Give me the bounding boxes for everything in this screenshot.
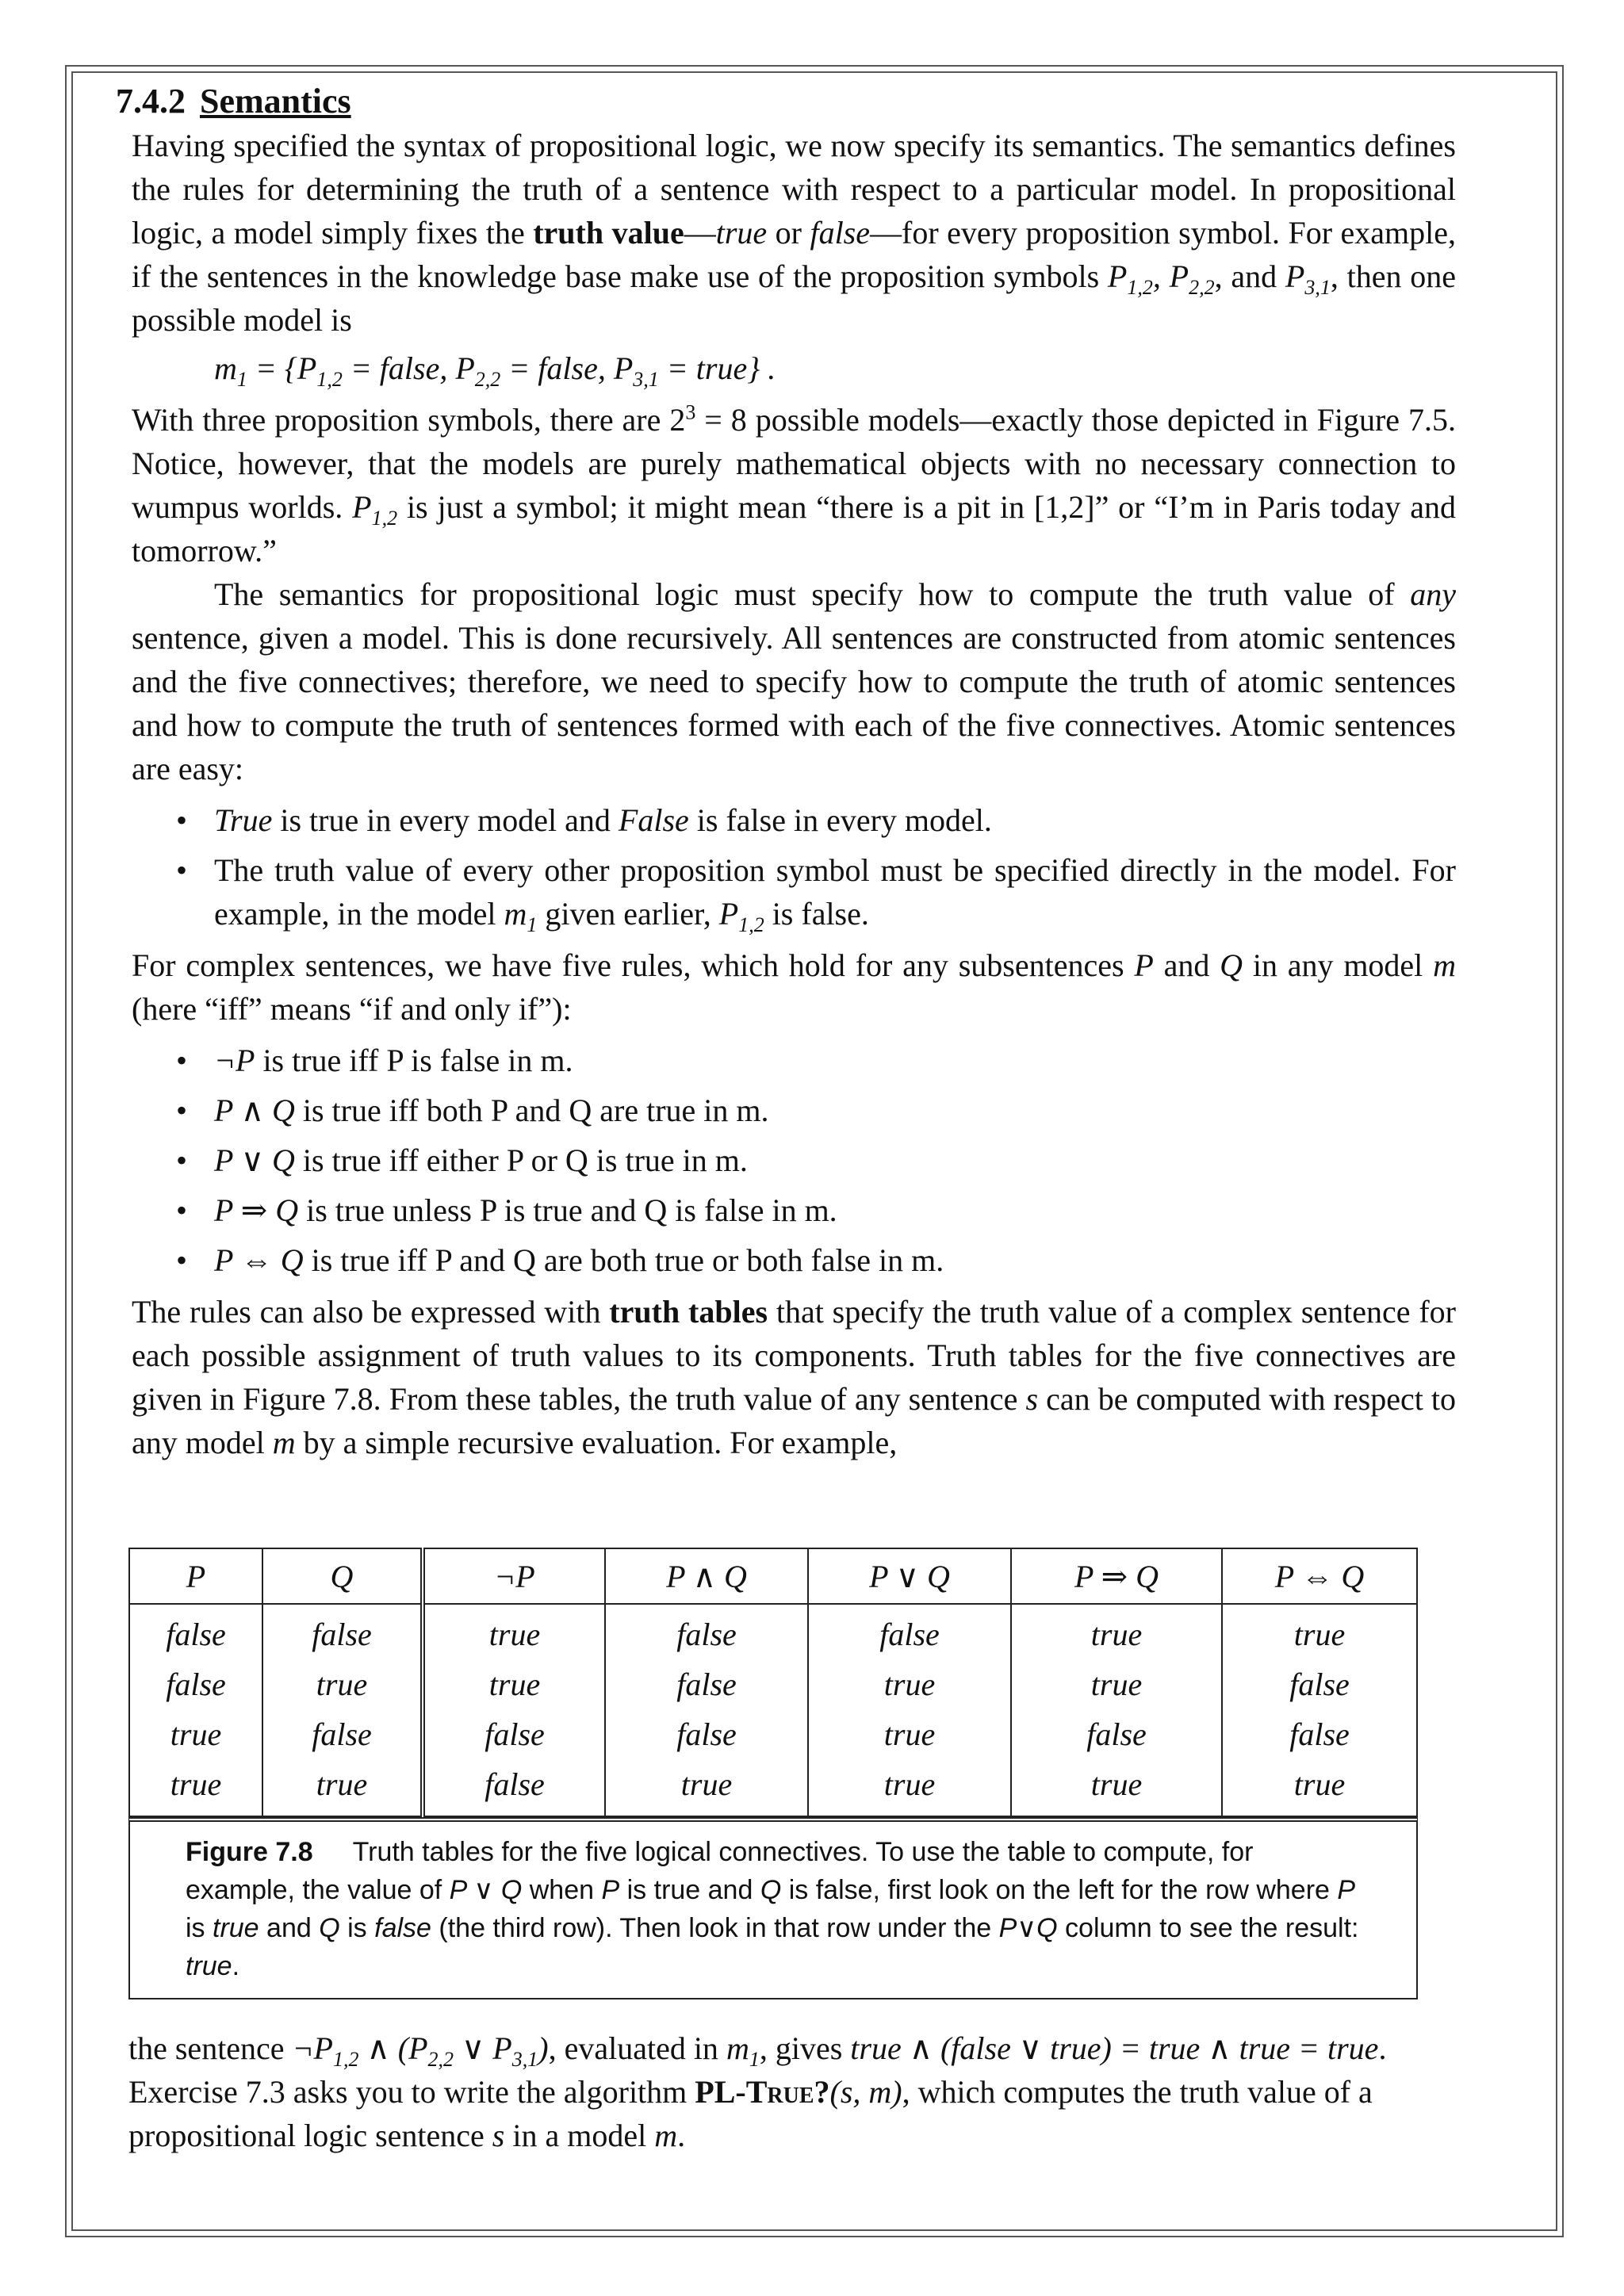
text: , gives <box>759 2030 851 2066</box>
math-true: true <box>186 1951 232 1981</box>
table-cell: true <box>262 1659 423 1709</box>
text: is <box>339 1913 375 1943</box>
section-title: Semantics <box>200 82 351 121</box>
term-truth-tables: truth tables <box>609 1294 768 1330</box>
figure-7-8 <box>128 1548 1418 1999</box>
list-item <box>214 1039 1456 1082</box>
math-expression: P ∨ Q <box>449 1875 523 1905</box>
table-cell: false <box>605 1709 808 1759</box>
column-header: P ⇒ Q <box>1011 1548 1222 1604</box>
display-equation: $m_1 = \{P_{1,2}$ = false, $P_{2,2}$ = false, $P_{3,1}$ = true} . <box>214 350 776 391</box>
math-symbol: s <box>492 2118 505 2153</box>
section-number: 7.4.2 <box>116 82 186 121</box>
text: (here “iff” means “if and only if”): <box>132 991 572 1027</box>
rule-text: is true iff P is false in m. <box>255 1043 573 1078</box>
math-symbol: m <box>1433 947 1456 983</box>
text: , which computes the truth value of a propositional logic sentence <box>128 2074 1373 2153</box>
text: (the third row). Then look in that row under the <box>431 1913 999 1943</box>
math-true: true <box>715 215 768 251</box>
table-cell: true <box>1011 1604 1222 1659</box>
rule-text: is true iff both P and Q are true in m. <box>294 1093 769 1128</box>
list-item <box>214 1138 1456 1182</box>
math-symbol: Q <box>760 1875 782 1905</box>
math-symbol: P <box>1337 1875 1356 1905</box>
rule-expression: P ⇒ Q <box>214 1192 299 1228</box>
math-symbol: Q <box>319 1913 340 1943</box>
text: and <box>1153 947 1220 983</box>
text: Truth tables for the five logical connectives. To use the table to compute, for example, the value of <box>186 1837 1254 1905</box>
text: and <box>259 1913 320 1943</box>
math-symbol: P <box>1134 947 1154 983</box>
list-item <box>214 1089 1456 1132</box>
rule-text: is true iff P and Q are both true or both false in m. <box>303 1242 944 1278</box>
text: For complex sentences, we have five rules, which hold for any subsentences <box>132 947 1135 983</box>
list-item <box>214 848 1456 936</box>
math-false: False <box>618 802 689 838</box>
rule-expression: P ∧ Q <box>214 1093 295 1128</box>
column-header: Q <box>262 1548 423 1604</box>
text: , then one possible model is <box>132 258 1456 338</box>
column-header: ¬P <box>423 1548 605 1604</box>
text: , evaluated in <box>548 2030 726 2066</box>
text: is false. <box>764 896 869 932</box>
math-false: false <box>810 215 870 251</box>
text: —for every proposition symbol. For example, if the sentences in the knowledge base make use of the proposition symbols <box>132 215 1457 294</box>
math-expression: P∨Q <box>998 1913 1058 1943</box>
list-item <box>214 1188 1456 1232</box>
math-symbol: s <box>1025 1381 1039 1417</box>
list-item <box>214 798 1456 842</box>
math-symbol: $P_{1,2}$ <box>352 489 398 530</box>
paragraph-example <box>128 2026 1437 2157</box>
text: , and <box>1214 258 1285 294</box>
math-expression: (s, m) <box>829 2074 902 2110</box>
text: when <box>522 1875 602 1905</box>
paragraph-intro <box>132 124 1456 342</box>
table-cell: false <box>1011 1709 1222 1759</box>
text: possible models—exactly those depicted in Figure 7.5. Notice, however, that the models are purely mathematical objects with no necessary connection to wumpus worlds. <box>132 402 1456 525</box>
table-row <box>129 1759 1417 1816</box>
math-true: True <box>214 802 273 838</box>
figure-label: Figure 7.8 <box>186 1837 313 1867</box>
column-header: P <box>129 1548 262 1604</box>
math-symbol: m <box>654 2118 678 2153</box>
text: is false, first look on the left for the row where <box>781 1875 1338 1905</box>
table-row <box>129 1604 1417 1659</box>
math-expression: true ∧ (false ∨ true) = true ∧ true = true <box>850 2030 1379 2066</box>
table-cell: true <box>1222 1604 1417 1659</box>
term-truth-value: truth value <box>533 215 684 251</box>
table-cell: true <box>423 1604 605 1659</box>
text: that specify the truth value of a complex sentence for each possible assignment of truth values to its components. Truth tables for the five connectives are given in Figure 7.8. From these tables, the truth value of any sentence <box>132 1294 1456 1417</box>
text: the sentence <box>128 2030 293 2066</box>
table-cell: true <box>1222 1759 1417 1816</box>
table-cell: true <box>170 1766 222 1802</box>
truth-table <box>128 1548 1418 1817</box>
text: given earlier, <box>537 896 719 932</box>
rule-text: is true iff either P or Q is true in m. <box>294 1142 748 1178</box>
text: is just a symbol; it might mean “there is a pit in [1,2]” or “I’m in Paris today and tomorrow.” <box>132 489 1456 568</box>
text: . <box>232 1951 240 1981</box>
table-row <box>129 1659 1417 1709</box>
column-header: P ∧ Q <box>605 1548 808 1604</box>
table-cell: false <box>262 1604 423 1659</box>
column-header: P ∨ Q <box>808 1548 1011 1604</box>
math-symbol: $P_{3,1}$ <box>1285 258 1331 299</box>
table-cell: false <box>605 1604 808 1659</box>
text: by a simple recursive evaluation. For example, <box>295 1425 898 1460</box>
paragraph-models <box>132 398 1456 572</box>
table-cell: true <box>808 1659 1011 1709</box>
paragraph-truth-tables <box>132 1290 1456 1464</box>
math-symbol: $m_1$ <box>504 896 538 936</box>
page-content <box>116 79 1457 1464</box>
text: is false in every model. <box>688 802 992 838</box>
table-cell: true <box>170 1716 222 1752</box>
math-true: true <box>213 1913 259 1943</box>
text: Having specified the syntax of propositional logic, we now specify its semantics. The semantics defines the rules for determining the truth of a sentence with respect to a particular model. In propositional logic, a model simply fixes the <box>132 128 1456 251</box>
table-cell: false <box>262 1709 423 1759</box>
rule-text: is true unless P is true and Q is false in m. <box>298 1192 837 1228</box>
paragraph-recursive <box>132 572 1456 790</box>
table-cell: true <box>605 1759 808 1816</box>
text: or <box>767 215 810 251</box>
text: in a model <box>504 2118 655 2153</box>
table-cell: false <box>423 1709 605 1759</box>
text: The semantics for propositional logic must specify how to compute the truth value of <box>214 576 1411 612</box>
text: is true in every model and <box>272 802 619 838</box>
math-expression: $2^3 = 8$ <box>669 400 747 438</box>
table-cell: true <box>262 1759 423 1816</box>
text: can be computed with respect to any model <box>132 1381 1457 1460</box>
rule-expression: ¬P <box>214 1043 255 1078</box>
section-heading <box>116 79 1440 124</box>
table-cell: false <box>166 1667 226 1702</box>
table-cell: false <box>605 1659 808 1709</box>
paragraph-complex <box>132 943 1456 1031</box>
math-symbol: $P_{1,2}$ <box>718 896 764 936</box>
text: The truth value of every other proposition symbol must be specified directly in the model. For example, in the model <box>214 852 1456 932</box>
table-cell: false <box>166 1617 226 1652</box>
table-cell: true <box>1011 1659 1222 1709</box>
table-cell: false <box>1222 1709 1417 1759</box>
list-item <box>214 1238 1456 1282</box>
table-cell: false <box>808 1604 1011 1659</box>
connective-rules-list <box>132 1039 1456 1282</box>
figure-caption <box>128 1817 1418 1999</box>
math-symbol: $P_{1,2}$, $P_{2,2}$ <box>1107 258 1215 299</box>
text: With three proposition symbols, there are <box>132 402 670 438</box>
emphasis-any: any <box>1410 576 1456 612</box>
column-header: P ⇔ Q <box>1222 1548 1417 1604</box>
text: in any model <box>1243 947 1434 983</box>
text: is true and <box>619 1875 760 1905</box>
table-header-row <box>129 1548 1417 1604</box>
rule-expression: P ⇔ Q <box>214 1242 304 1278</box>
text: . Exercise 7.3 asks you to write the algorithm <box>128 2030 1387 2110</box>
text: — <box>684 215 716 251</box>
table-cell: true <box>423 1659 605 1709</box>
math-symbol: m <box>272 1425 296 1460</box>
math-symbol: Q <box>1220 947 1243 983</box>
table-cell: true <box>1011 1759 1222 1816</box>
table-cell: true <box>808 1709 1011 1759</box>
math-expression: $\neg P_{1,2}$ ∧ ($P_{2,2}$ ∨ $P_{3,1}$) <box>292 2030 549 2071</box>
table-cell: false <box>1222 1659 1417 1709</box>
math-false: false <box>374 1913 431 1943</box>
atomic-rules-list <box>132 798 1456 936</box>
text: is <box>186 1913 213 1943</box>
text: . <box>677 2118 686 2153</box>
math-symbol: $m_1$ <box>726 2030 760 2071</box>
text: sentence, given a model. This is done recursively. All sentences are constructed from atomic sentences and the five connectives; therefore, we need to specify how to compute the truth of atomic sentences and how to compute the truth of sentences formed with each of the five connectives. Atomic sentences are easy: <box>132 620 1456 786</box>
table-cell: false <box>423 1759 605 1816</box>
table-row <box>129 1709 1417 1759</box>
rule-expression: P ∨ Q <box>214 1142 295 1178</box>
algorithm-name: PL-True? <box>695 2074 830 2110</box>
table-cell: true <box>808 1759 1011 1816</box>
math-symbol: P <box>601 1875 620 1905</box>
text: column to see the result: <box>1057 1913 1359 1943</box>
text: The rules can also be expressed with <box>132 1294 610 1330</box>
